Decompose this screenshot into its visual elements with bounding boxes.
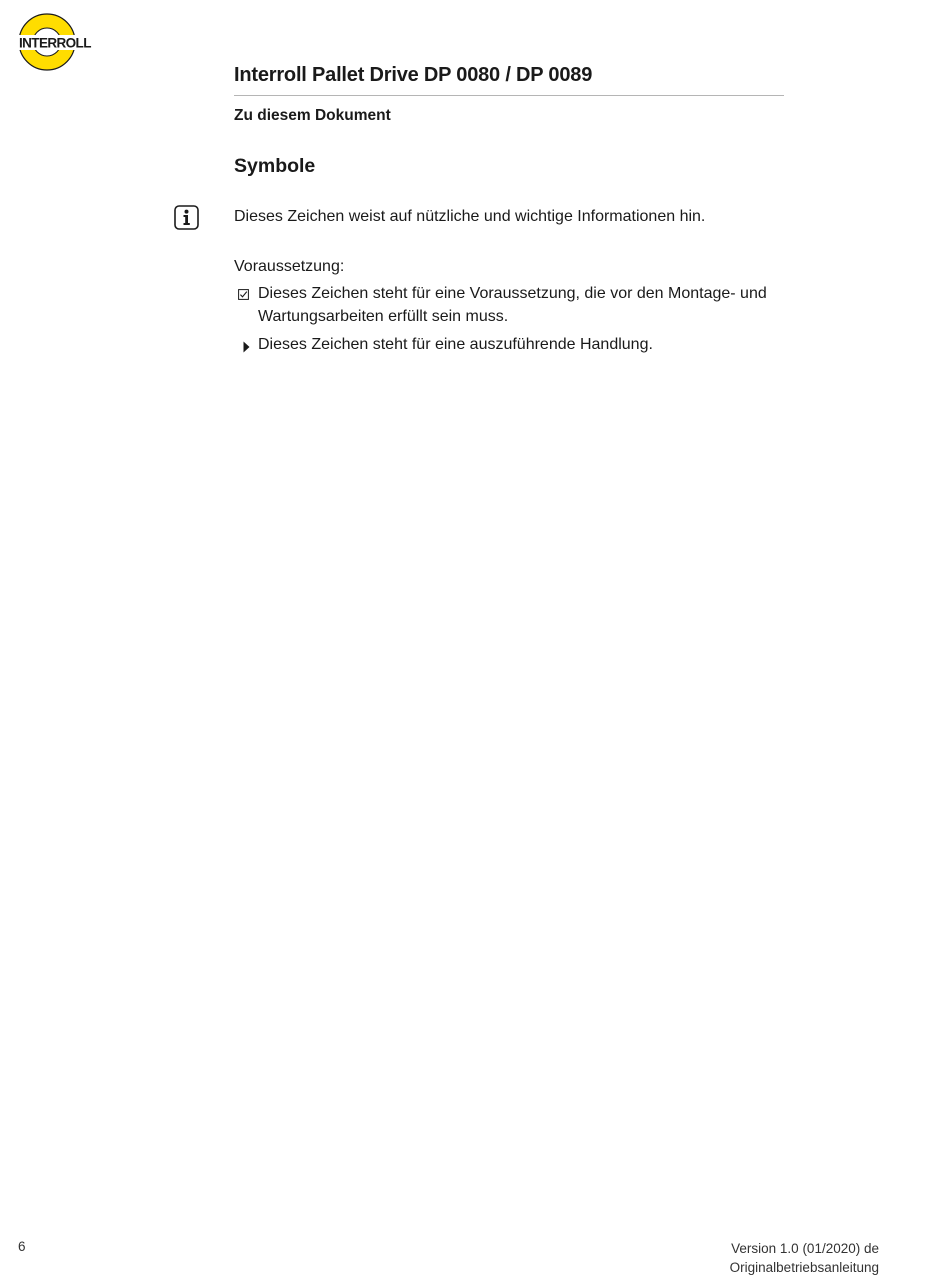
footer-version-info — [730, 1239, 879, 1277]
action-text: Dieses Zeichen steht für eine auszuführende Handlung. — [258, 336, 653, 353]
symbols-heading: Symbole — [234, 155, 316, 177]
title-divider — [234, 95, 784, 96]
prerequisite-label: Voraussetzung: — [234, 258, 345, 275]
logo-wordmark: INTERROLL — [19, 35, 91, 51]
page-number: 6 — [18, 1239, 26, 1254]
checkbox-icon — [238, 287, 249, 298]
doc-type-text: Originalbetriebsanleitung — [729, 1260, 879, 1275]
prerequisite-text: Dieses Zeichen steht für eine Voraussetzung, die vor den Montage- und Wartungsarbeiten erfüllt sein muss. — [258, 285, 767, 325]
version-text: Version 1.0 (01/2020) de — [731, 1241, 879, 1256]
document-title: Interroll Pallet Drive DP 0080 / DP 0089 — [234, 64, 593, 86]
info-icon — [174, 205, 199, 230]
interroll-logo — [18, 13, 108, 73]
section-title: Zu diesem Dokument — [234, 107, 391, 124]
info-text: Dieses Zeichen weist auf nützliche und wichtige Informationen hin. — [234, 208, 706, 225]
triangle-right-icon — [243, 340, 250, 352]
